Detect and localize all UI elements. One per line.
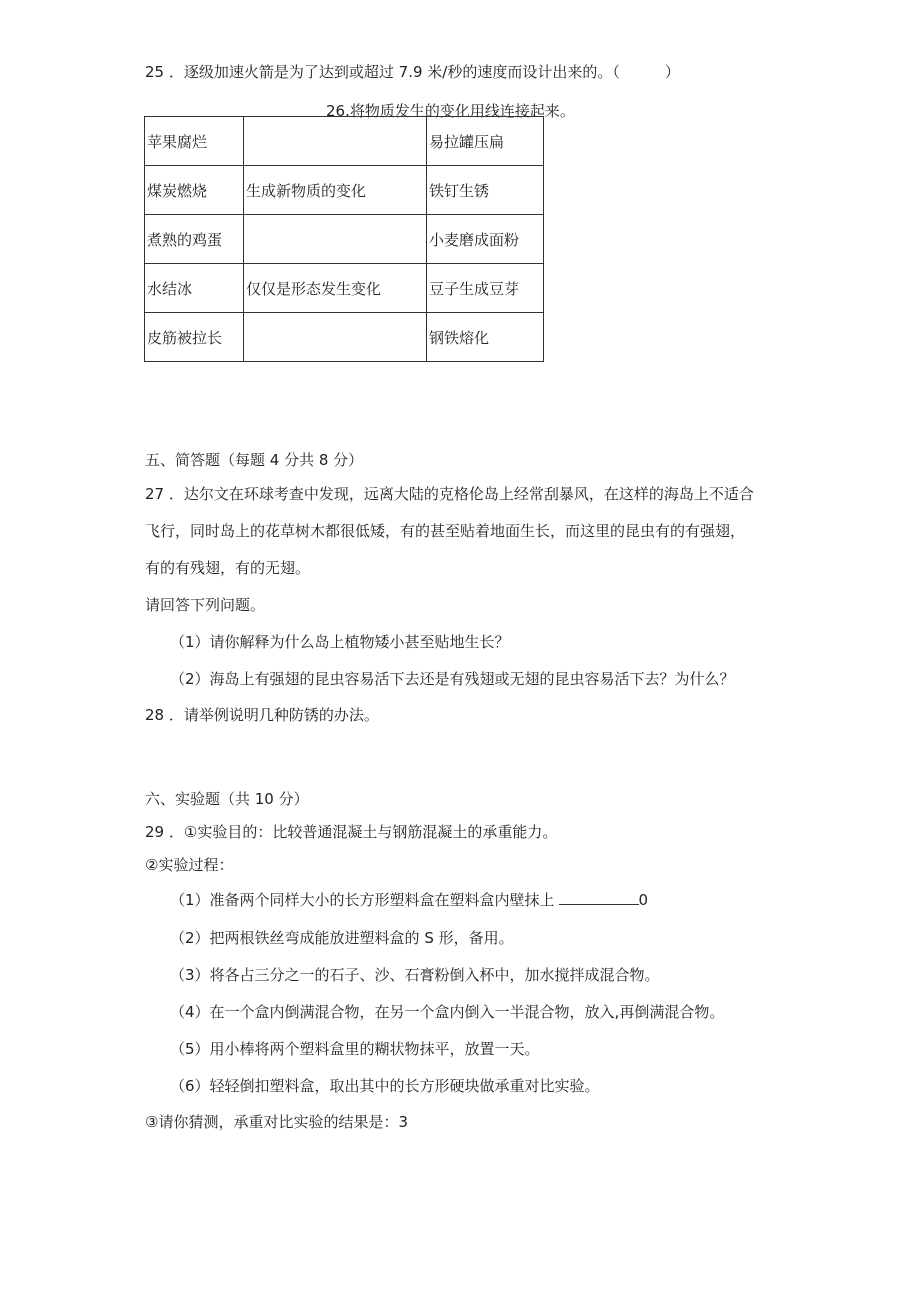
question-29-step-3: （3）将各占三分之一的石子、沙、石膏粉倒入杯中，加水搅拌成混合物。 [170, 966, 660, 984]
right-cell: 豆子生成豆芽 [427, 264, 544, 313]
table-row [145, 215, 544, 264]
question-text: ．逐级加速火箭是为了达到或超过 7.9 米/秒的速度而设计出来的。（ ） [168, 63, 680, 81]
right-cell: 铁钉生锈 [427, 166, 544, 215]
question-29-purpose [145, 822, 557, 842]
question-29-step-6: （6）轻轻倒扣塑料盒，取出其中的长方形硬块做承重对比实验。 [170, 1077, 600, 1095]
question-25 [145, 62, 680, 82]
question-29-guess: ③请你猜测，承重对比实验的结果是：3 [145, 1113, 408, 1131]
right-cell: 钢铁熔化 [427, 313, 544, 362]
left-cell: 皮筋被拉长 [145, 313, 244, 362]
table-row [145, 166, 544, 215]
left-cell: 煤炭燃烧 [145, 166, 244, 215]
question-27-sub-2: （2）海岛上有强翅的昆虫容易活下去还是有残翅或无翅的昆虫容易活下去？为什么？ [170, 670, 735, 688]
question-28 [145, 705, 379, 725]
question-29-step-4: （4）在一个盒内倒满混合物，在另一个盒内倒入一半混合物，放入,再倒满混合物。 [170, 1003, 725, 1021]
section-6-heading: 六、实验题（共 10 分） [145, 790, 309, 808]
question-27-sub-1: （1）请你解释为什么岛上植物矮小甚至贴地生长？ [170, 633, 510, 651]
answer-blank [559, 890, 639, 905]
question-number: 27 [145, 485, 165, 503]
right-cell: 易拉罐压扁 [427, 117, 544, 166]
middle-cell [244, 313, 427, 362]
section-5-heading: 五、简答题（每题 4 分共 8 分） [145, 451, 364, 469]
question-27-line-1 [145, 484, 754, 504]
question-27-line-3: 有的有残翅，有的无翅。 [145, 559, 311, 577]
left-cell: 苹果腐烂 [145, 117, 244, 166]
middle-cell [244, 215, 427, 264]
question-text: ．请举例说明几种防锈的办法。 [168, 706, 379, 724]
table-row [145, 117, 544, 166]
left-cell: 煮熟的鸡蛋 [145, 215, 244, 264]
question-29-step-5: （5）用小棒将两个塑料盒里的糊状物抹平，放置一天。 [170, 1040, 540, 1058]
table-row [145, 264, 544, 313]
question-number: 28 [145, 706, 165, 724]
question-29-step-2: （2）把两根铁丝弯成能放进塑料盒的 S 形，备用。 [170, 929, 514, 947]
step-end: 0 [638, 891, 649, 909]
question-text: ．①实验目的：比较普通混凝土与钢筋混凝土的承重能力。 [168, 823, 558, 841]
question-26-title: 26.将物质发生的变化用线连接起来。 [326, 102, 575, 120]
matching-table [144, 116, 544, 362]
question-text: ．达尔文在环球考查中发现，远离大陆的克格伦岛上经常刮暴风，在这样的海岛上不适合 [168, 485, 754, 503]
question-29-step-1 [170, 890, 648, 910]
question-27-prompt: 请回答下列问题。 [145, 596, 266, 614]
question-number: 29 [145, 823, 165, 841]
right-cell: 小麦磨成面粉 [427, 215, 544, 264]
question-29-process-label: ②实验过程： [145, 856, 234, 874]
table-row [145, 313, 544, 362]
left-cell: 水结冰 [145, 264, 244, 313]
step-text: （1）准备两个同样大小的长方形塑料盒在塑料盒内壁抹上 [170, 891, 555, 909]
middle-cell: 仅仅是形态发生变化 [244, 264, 427, 313]
middle-cell: 生成新物质的变化 [244, 166, 427, 215]
question-27-line-2: 飞行，同时岛上的花草树木都很低矮，有的甚至贴着地面生长，而这里的昆虫有的有强翅， [145, 522, 746, 540]
question-number: 25 [145, 63, 165, 81]
middle-cell [244, 117, 427, 166]
